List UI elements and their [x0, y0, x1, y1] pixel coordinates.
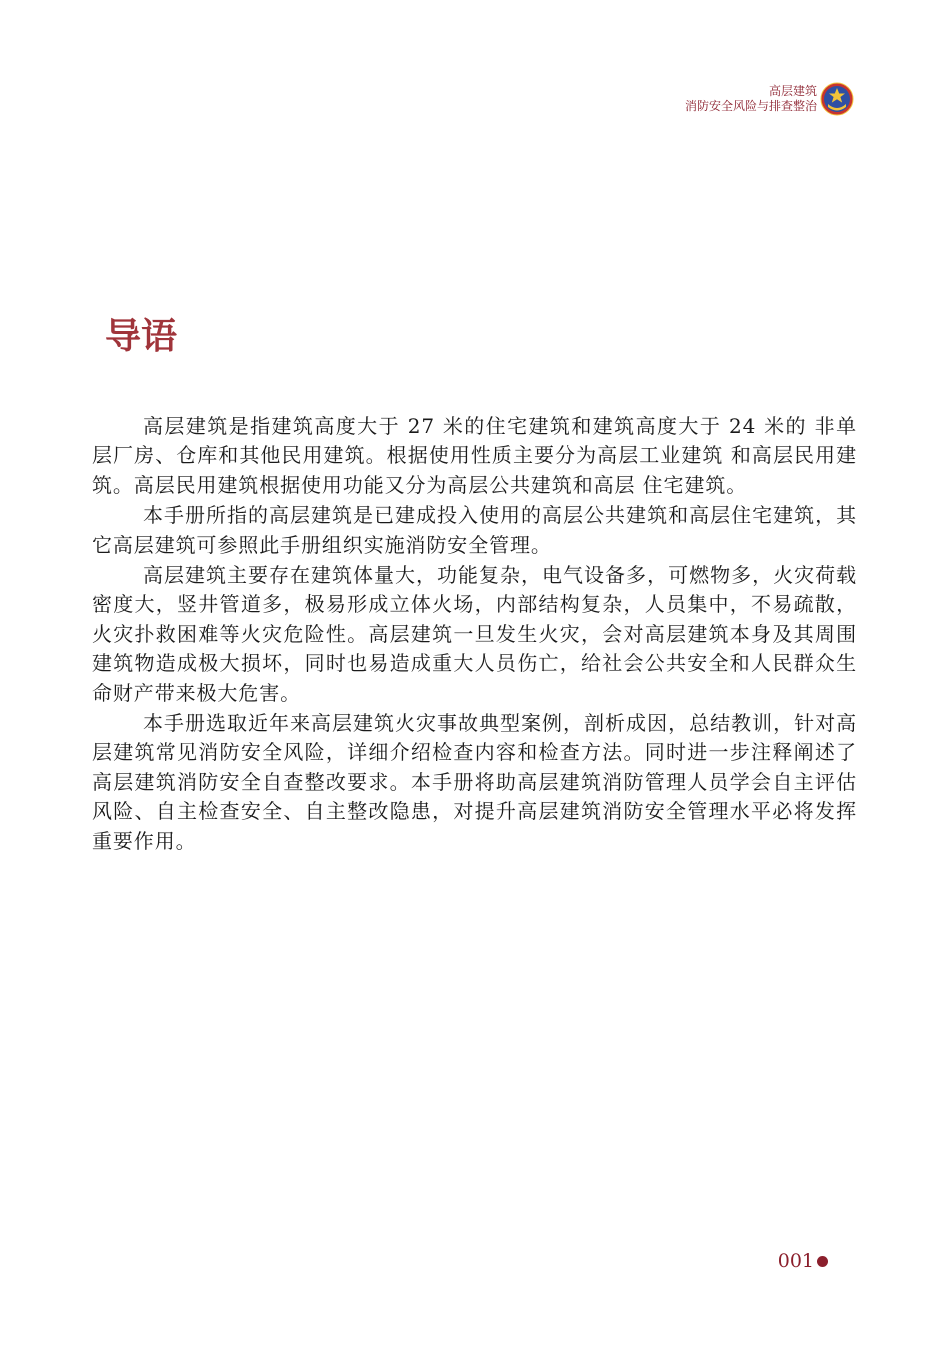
running-header — [685, 82, 854, 116]
page-number-text: 001 — [777, 1250, 814, 1272]
intro-body — [92, 412, 857, 856]
fire-rescue-emblem-icon — [820, 82, 854, 116]
page-title: 导语 — [105, 316, 178, 357]
header-line-1: 高层建筑 — [768, 84, 817, 98]
page-dot-icon — [817, 1256, 828, 1267]
intro-paragraph-2: 本手册所指的高层建筑是已建成投入使用的高层公共建筑和高层住宅建筑，其它高层建筑可参照此手册组织实施消防安全管理。 — [92, 503, 857, 557]
page-number — [778, 1250, 828, 1272]
intro-paragraph-4: 本手册选取近年来高层建筑火灾事故典型案例，剖析成因，总结教训，针对高层建筑常见消防安全风险，详细介绍检查内容和检查方法。同时进一步注释阐述了高层建筑消防安全自查整改要求。本手册将助高层建筑消防管理人员学会自主评估风险、自主检查安全、自主整改隐患，对提升高层建筑消防安全管理水平必将发挥重要作用。 — [92, 711, 857, 853]
header-text — [685, 84, 817, 114]
header-line-2: 消防安全风险与排查整治 — [684, 99, 817, 113]
intro-paragraph-3: 高层建筑主要存在建筑体量大，功能复杂，电气设备多，可燃物多，火灾荷载密度大，竖井管道多，极易形成立体火场，内部结构复杂，人员集中，不易疏散，火灾扑救困难等火灾危险性。高层建筑一旦发生火灾，会对高层建筑本身及其周围建筑物造成极大损坏，同时也易造成重大人员伤亡，给社会公共安全和人民群众生命财产带来极大危害。 — [92, 563, 857, 705]
intro-paragraph-1: 高层建筑是指建筑高度大于 27 米的住宅建筑和建筑高度大于 24 米的 非单层厂房、仓库和其他民用建筑。根据使用性质主要分为高层工业建筑 和高层民用建筑。高层民用建筑根据使用功能又分为高层公共建筑和高层 住宅建筑。 — [92, 414, 857, 497]
